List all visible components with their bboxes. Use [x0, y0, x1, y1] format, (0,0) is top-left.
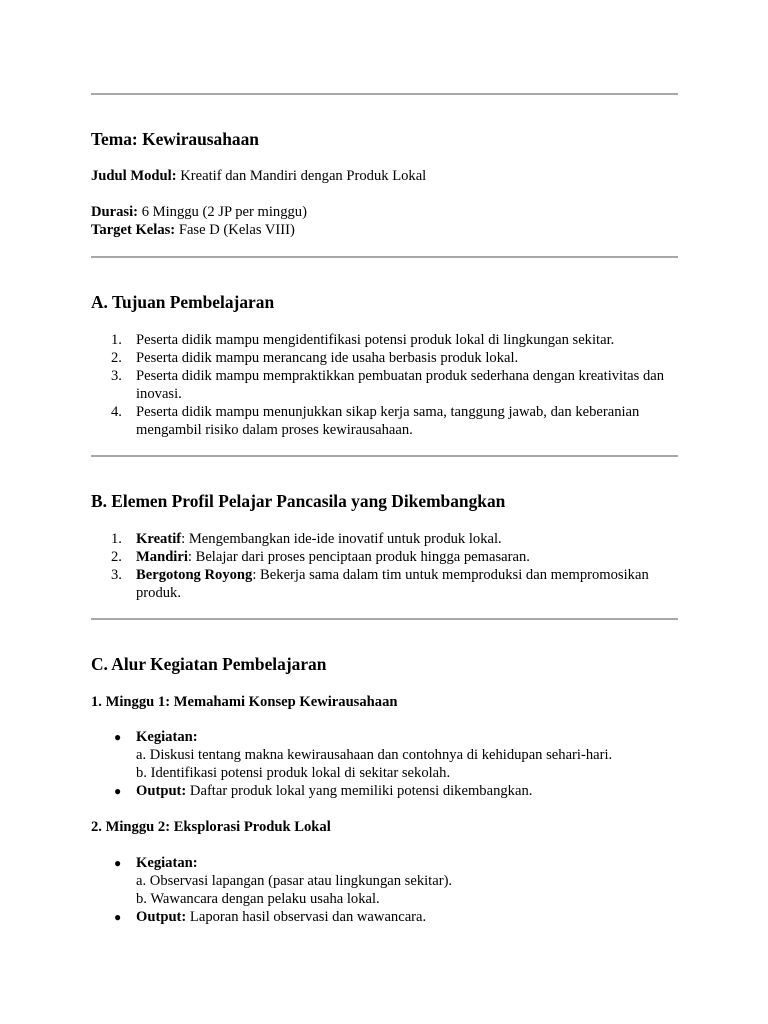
- list-item-text: : Mengembangkan ide-ide inovatif untuk produk lokal.: [181, 531, 502, 547]
- output-label: Output:: [136, 909, 187, 925]
- list-item-text: Peserta didik mampu menunjukkan sikap kerja sama, tanggung jawab, dan keberanian mengambil risiko dalam proses kewirausahaan.: [136, 404, 640, 438]
- durasi-label: Durasi:: [91, 204, 139, 220]
- tema-value: Kewirausahaan: [142, 129, 259, 149]
- list-item-text: : Bekerja sama dalam tim untuk memproduksi dan mempromosikan produk.: [136, 567, 649, 601]
- list-item: [91, 566, 678, 602]
- durasi-value: 6 Minggu (2 JP per minggu): [141, 204, 307, 220]
- kegiatan-item: a. Diskusi tentang makna kewirausahaan dan contohnya di kehidupan sehari-hari.: [136, 747, 613, 763]
- judul-modul-value: Kreatif dan Mandiri dengan Produk Lokal: [180, 168, 427, 184]
- week-1-list: [91, 728, 678, 800]
- output-text: Laporan hasil observasi dan wawancara.: [186, 909, 427, 925]
- section-a-title: A. Tujuan Pembelajaran: [91, 292, 275, 312]
- durasi-line: [91, 203, 307, 221]
- list-item: [91, 728, 678, 782]
- list-number: 1.: [111, 332, 122, 348]
- kegiatan-label: Kegiatan:: [136, 855, 198, 871]
- section-b-title: B. Elemen Profil Pelajar Pancasila yang Dikembangkan: [91, 491, 506, 511]
- list-item-text: Peserta didik mampu mengidentifikasi potensi produk lokal di lingkungan sekitar.: [136, 332, 615, 348]
- bullet-icon: ●: [114, 730, 122, 744]
- list-item: [91, 331, 678, 349]
- kegiatan-item: b. Wawancara dengan pelaku usaha lokal.: [136, 891, 380, 907]
- profil-list: [91, 530, 678, 602]
- tema-label: Tema:: [91, 129, 138, 149]
- tujuan-list: [91, 331, 678, 439]
- list-number: 2.: [111, 350, 122, 366]
- list-item-term: Mandiri: [136, 549, 188, 565]
- week-2-list: [91, 854, 678, 926]
- divider: [91, 93, 678, 95]
- list-number: 3.: [111, 368, 122, 384]
- week-title: 2. Minggu 2: Eksplorasi Produk Lokal: [91, 819, 331, 835]
- tema-heading: [91, 128, 259, 150]
- list-item: [91, 403, 678, 439]
- list-item: [91, 349, 678, 367]
- list-item-term: Kreatif: [136, 531, 182, 547]
- list-number: 1.: [111, 531, 122, 547]
- target-kelas-label: Target Kelas:: [91, 222, 176, 238]
- list-number: 3.: [111, 567, 122, 583]
- output-label: Output:: [136, 783, 187, 799]
- list-number: 2.: [111, 549, 122, 565]
- list-item-term: Bergotong Royong: [136, 567, 253, 583]
- divider: [91, 455, 678, 457]
- target-kelas-line: [91, 221, 295, 239]
- target-kelas-value: Fase D (Kelas VIII): [178, 222, 295, 238]
- kegiatan-item: b. Identifikasi potensi produk lokal di sekitar sekolah.: [136, 765, 451, 781]
- list-item-text: : Belajar dari proses penciptaan produk hingga pemasaran.: [187, 549, 530, 565]
- list-item: [91, 548, 678, 566]
- kegiatan-item: a. Observasi lapangan (pasar atau lingkungan sekitar).: [136, 873, 453, 889]
- list-item: [91, 782, 678, 800]
- output-text: Daftar produk lokal yang memiliki potensi dikembangkan.: [186, 783, 533, 799]
- list-item: [91, 908, 678, 926]
- judul-modul-label: Judul Modul:: [91, 168, 177, 184]
- week-title: 1. Minggu 1: Memahami Konsep Kewirausahaan: [91, 694, 398, 710]
- list-item-text: Peserta didik mampu merancang ide usaha berbasis produk lokal.: [136, 350, 519, 366]
- bullet-icon: ●: [114, 910, 122, 924]
- bullet-icon: ●: [114, 856, 122, 870]
- judul-modul-line: [91, 167, 426, 185]
- divider: [91, 256, 678, 258]
- list-item: [91, 367, 678, 403]
- bullet-icon: ●: [114, 784, 122, 798]
- list-item: [91, 854, 678, 908]
- section-c-title: C. Alur Kegiatan Pembelajaran: [91, 654, 327, 674]
- list-item: [91, 530, 678, 548]
- list-item-text: Peserta didik mampu mempraktikkan pembuatan produk sederhana dengan kreativitas dan inovasi.: [136, 368, 665, 402]
- divider: [91, 618, 678, 620]
- list-number: 4.: [111, 404, 122, 420]
- kegiatan-label: Kegiatan:: [136, 729, 198, 745]
